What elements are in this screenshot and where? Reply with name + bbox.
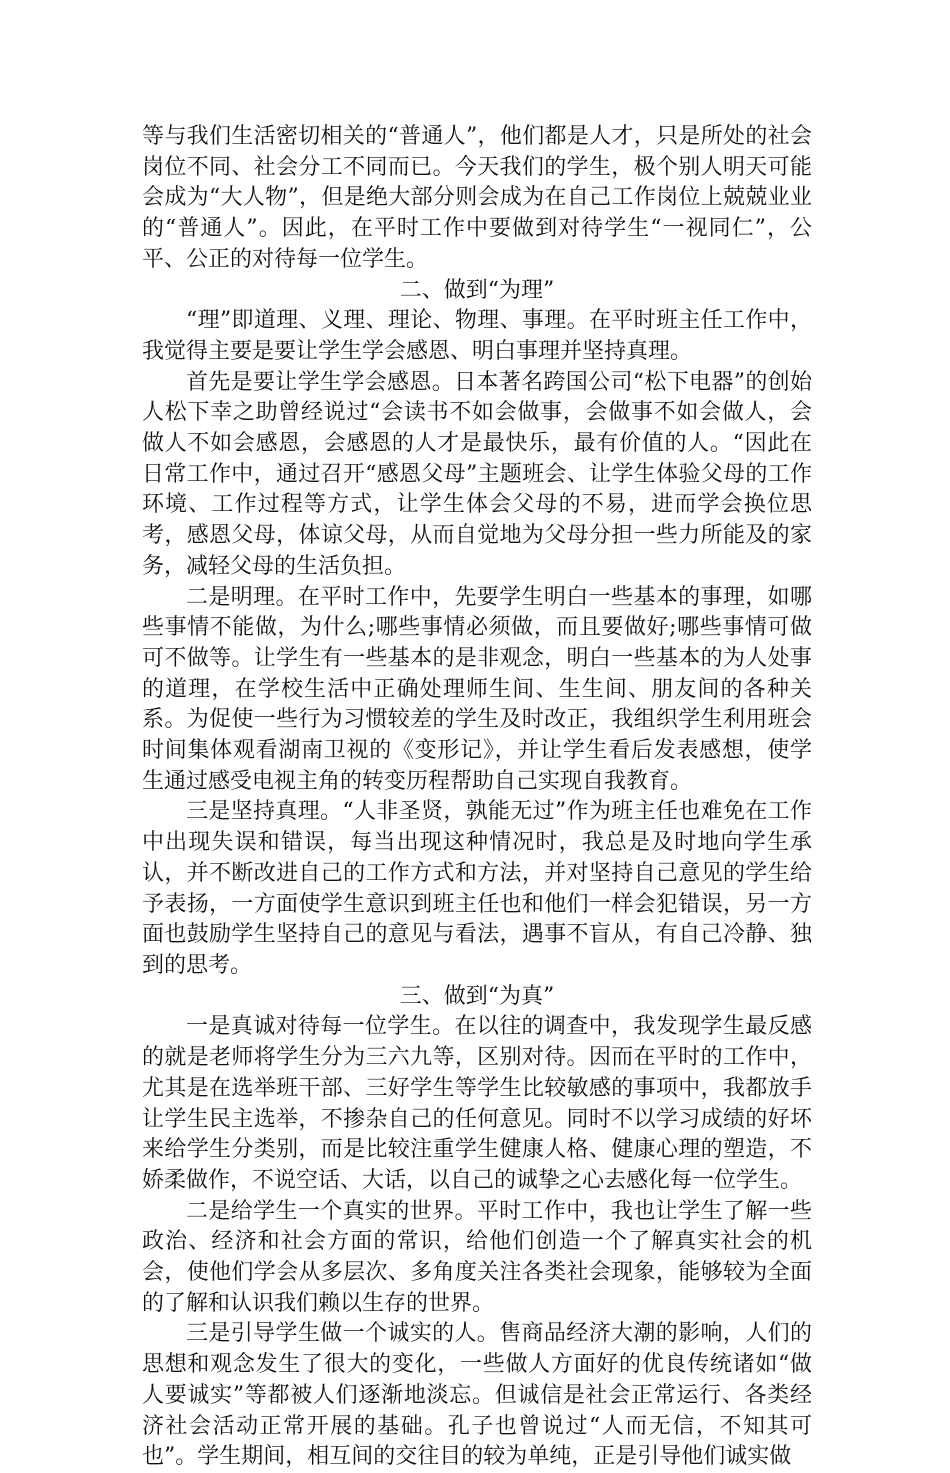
paragraph-continuation: 等与我们生活密切相关的“普通人”，他们都是人才，只是所处的社会岗位不同、社会分工不同而已。今天我们的学生，极个别人明天可能会成为“大人物”，但是绝大部分则会成为在自己工作岗位上兢兢业业的“普通人”。因此，在平时工作中要做到对待学生“一视同仁”，公平、公正的对待每一位学生。 <box>142 124 812 272</box>
paragraph-honesty: 三是引导学生做一个诚实的人。售商品经济大潮的影响，人们的思想和观念发生了很大的变化，一些做人方面好的优良传统诸如“做人要诚实”等都被人们逐渐地淡忘。但诚信是社会正常运行、各类经济社会活动正常开展的基础。孔子也曾说过“人而无信，不知其可也”。学生期间，相互间的交往目的较为单纯，正是引导他们诚实做 <box>142 1321 812 1470</box>
paragraph-real-world: 二是给学生一个真实的世界。平时工作中，我也让学生了解一些政治、经济和社会方面的常识，给他们创造一个了解真实社会的机会，使他们学会从多层次、多角度关注各类社会现象，能够较为全面的了解和认识我们赖以生存的世界。 <box>142 1198 812 1316</box>
section-heading-3: 三、做到“为真” <box>399 983 555 1009</box>
paragraph-truth: 三是坚持真理。“人非圣贤，孰能无过”作为班主任也难免在工作中出现失误和错误，每当出现这种情况时，我总是及时地向学生承认，并不断改进自己的工作方式和方法，并对坚持自己意见的学生给予表扬，一方面使学生意识到班主任也和他们一样会犯错误，另一方面也鼓励学生坚持自己的意见与看法，遇事不盲从，有自己冷静、独到的思考。 <box>142 799 812 978</box>
paragraph-gratitude: 首先是要让学生学会感恩。日本著名跨国公司“松下电器”的创始人松下幸之助曾经说过“会读书不如会做事，会做事不如会做人，会做人不如会感恩，会感恩的人才是最快乐，最有价值的人。“因此在日常工作中，通过召开“感恩父母”主题班会、让学生体验父母的工作环境、工作过程等方式，让学生体会父母的不易，进而学会换位思考，感恩父母，体谅父母，从而自觉地为父母分担一些力所能及的家务，减轻父母的生活负担。 <box>142 369 812 579</box>
paragraph-sincerity: 一是真诚对待每一位学生。在以往的调查中，我发现学生最反感的就是老师将学生分为三六九等，区别对待。因而在平时的工作中，尤其是在选举班干部、三好学生等学生比较敏感的事项中，我都放手让学生民主选举，不掺杂自己的任何意见。同时不以学习成绩的好坏来给学生分类别，而是比较注重学生健康人格、健康心理的塑造，不娇柔做作，不说空话、大话，以自己的诚挚之心去感化每一位学生。 <box>142 1014 812 1193</box>
document-page <box>142 122 812 1473</box>
paragraph-li-definition: “理”即道理、义理、理论、物理、事理。在平时班主任工作中，我觉得主要是要让学生学会感恩、明白事理并坚持真理。 <box>142 308 812 364</box>
section-heading-2: 二、做到“为理” <box>399 277 555 303</box>
paragraph-mingli: 二是明理。在平时工作中，先要学生明白一些基本的事理，如哪些事情不能做，为什么;哪些事情必须做，而且要做好;哪些事情可做可不做等。让学生有一些基本的是非观念，明白一些基本的为人处事的道理，在学校生活中正确处理师生间、生生间、朋友间的各种关系。为促使一些行为习惯较差的学生及时改正，我组织学生利用班会时间集体观看湖南卫视的《变形记》，并让学生看后发表感想，使学生通过感受电视主角的转变历程帮助自己实现自我教育。 <box>142 584 812 794</box>
